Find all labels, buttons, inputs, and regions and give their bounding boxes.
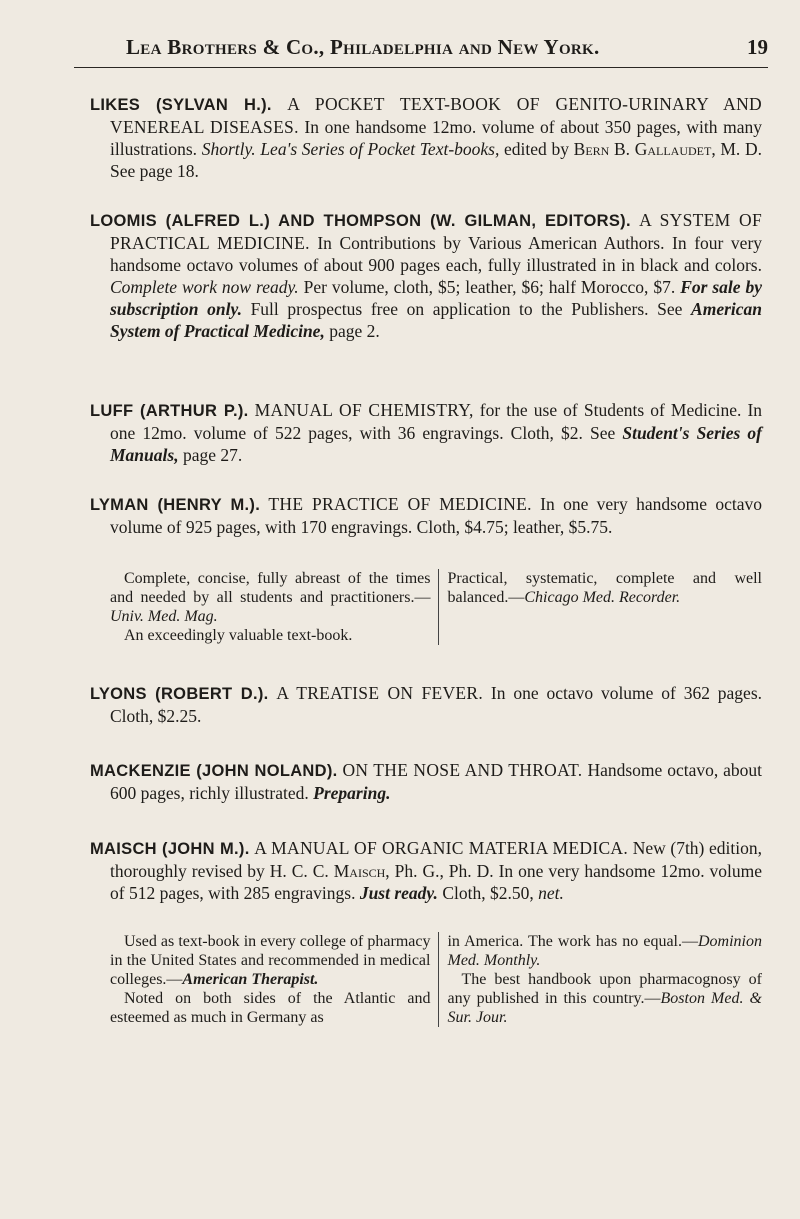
review-column-left xyxy=(110,932,439,1027)
entry-paragraph xyxy=(90,493,762,538)
entry-title: MANUAL OF CHEMISTRY, xyxy=(254,400,474,420)
entry-text: edited by xyxy=(504,139,569,159)
entry-paragraph xyxy=(90,209,762,342)
entry-net: net. xyxy=(538,883,564,903)
catalog-entry-luff xyxy=(90,399,762,466)
maisch-reviews xyxy=(110,932,762,1027)
review-quote xyxy=(110,989,430,1027)
catalog-entry-lyons xyxy=(90,682,762,727)
page-number: 19 xyxy=(747,35,768,59)
entry-paragraph xyxy=(90,682,762,727)
review-text: in America. The work has no equal.— xyxy=(447,933,698,950)
entry-title: A TREATISE ON FEVER. xyxy=(276,683,484,703)
catalog-entry-mackenzie xyxy=(90,759,762,804)
entry-text: M. D. See page 18. xyxy=(110,139,762,181)
entry-paragraph xyxy=(90,837,762,904)
entry-text: New (7th) edition, thoroughly revised by xyxy=(110,838,762,881)
entry-text: In one handsome 12mo. volume of about 350 pages, with many illustrations. xyxy=(110,117,763,159)
review-text: Noted on both sides of the Atlantic and esteemed as much in Germany as xyxy=(110,990,431,1026)
entry-paragraph xyxy=(90,93,762,182)
entry-author: LOOMIS (ALFRED L.) AND THOMPSON (W. GILMAN, EDITORS). xyxy=(90,212,631,230)
entry-status: Preparing. xyxy=(313,783,391,803)
review-column-right xyxy=(439,932,762,1027)
review-quote xyxy=(110,626,430,645)
review-text: Used as text-book in every college of pharmacy in the United States and recommended in medical colleges.— xyxy=(110,933,431,988)
entry-author: LIKES (SYLVAN H.). xyxy=(90,96,272,114)
entry-author: MAISCH (JOHN M.). xyxy=(90,840,250,858)
review-quote xyxy=(110,932,430,989)
review-quote xyxy=(447,932,762,970)
entry-status: Shortly. xyxy=(201,139,256,159)
review-quote xyxy=(447,970,762,1027)
entry-text: page 27. xyxy=(182,445,243,465)
review-text: Practical, systematic, complete and well balanced.— xyxy=(447,570,762,606)
entry-text: for the use of Students of Medicine. In one 12mo. volume of 522 pages, with 36 engravings. Cloth, $2. See xyxy=(110,400,763,443)
review-quote xyxy=(110,569,430,626)
entry-status: Just ready. xyxy=(359,883,438,903)
review-source: Univ. Med. Mag. xyxy=(110,608,218,625)
entry-reference: Student's Series of Manuals, xyxy=(110,423,762,465)
catalog-entry-likes xyxy=(90,93,762,182)
entry-text: Cloth, $2.50, xyxy=(442,883,534,903)
review-quote xyxy=(447,569,762,607)
entry-title: A MANUAL OF ORGANIC MATERIA MEDICA. xyxy=(254,838,629,858)
entry-paragraph xyxy=(90,399,762,466)
review-source: Chicago Med. Recorder. xyxy=(524,589,681,606)
entry-author: MACKENZIE (JOHN NOLAND). xyxy=(90,762,338,780)
entry-reference: American System of Practical Medicine, xyxy=(110,299,763,341)
review-source: American Therapist. xyxy=(182,971,319,988)
entry-title: A POCKET TEXT-BOOK OF GENITO-URINARY AND VENEREAL DISEASES. xyxy=(110,94,762,137)
review-column-left xyxy=(110,569,439,645)
review-source: Boston Med. & Sur. Jour. xyxy=(447,990,762,1026)
review-text: The best handbook upon pharmacognosy of any published in this country.— xyxy=(447,971,762,1007)
entry-title: ON THE NOSE AND THROAT. xyxy=(342,760,583,780)
entry-text: Ph. G., Ph. D. In one very handsome 12mo. volume of 512 pages, with 285 engravings. xyxy=(110,861,763,903)
entry-text: In Contributions by Various American Authors. In four very handsome octavo volumes of about 900 pages each, fully illustrated in in black and colors. xyxy=(110,233,763,275)
entry-title: A SYSTEM OF PRACTICAL MEDICINE. xyxy=(110,210,763,253)
entry-author: LUFF (ARTHUR P.). xyxy=(90,402,249,420)
catalog-entry-loomis xyxy=(90,209,762,342)
review-source: Dominion Med. Monthly. xyxy=(447,933,762,969)
entry-status: Complete work now ready. xyxy=(110,277,299,297)
entry-subscription: For sale by subscription only. xyxy=(110,277,762,319)
entry-editor: Bern B. Gallaudet, xyxy=(573,139,716,159)
entry-author: LYMAN (HENRY M.). xyxy=(90,496,261,514)
catalog-entry-maisch xyxy=(90,837,762,904)
review-text: An exceedingly valuable text-book. xyxy=(124,627,353,644)
lyman-reviews xyxy=(110,569,762,645)
entry-text: In one octavo volume of 362 pages. Cloth, $2.25. xyxy=(110,683,763,726)
review-column-right xyxy=(439,569,762,645)
entry-text: page 2. xyxy=(329,321,380,341)
entry-reviser: H. C. C. Maisch, xyxy=(269,861,390,881)
entry-text: Full prospectus free on application to the Publishers. See xyxy=(250,299,683,319)
entry-paragraph xyxy=(90,759,762,804)
entry-title: THE PRACTICE OF MEDICINE. xyxy=(268,494,532,514)
entry-text: Handsome octavo, about 600 pages, richly illustrated. xyxy=(110,760,763,803)
catalog-entry-lyman xyxy=(90,493,762,538)
running-head-title: Lea Brothers & Co., Philadelphia and New York. xyxy=(126,35,600,59)
running-head xyxy=(74,33,768,68)
entry-text: Per volume, cloth, $5; leather, $6; half Morocco, $7. xyxy=(303,277,676,297)
review-text: Complete, concise, fully abreast of the times and needed by all students and practitioners.— xyxy=(110,570,431,606)
entry-series: Lea's Series of Pocket Text-books, xyxy=(260,139,500,159)
entry-text: In one very handsome octavo volume of 925 pages, with 170 engravings. Cloth, $4.75; leather, $5.75. xyxy=(110,494,763,537)
entry-author: LYONS (ROBERT D.). xyxy=(90,685,269,703)
